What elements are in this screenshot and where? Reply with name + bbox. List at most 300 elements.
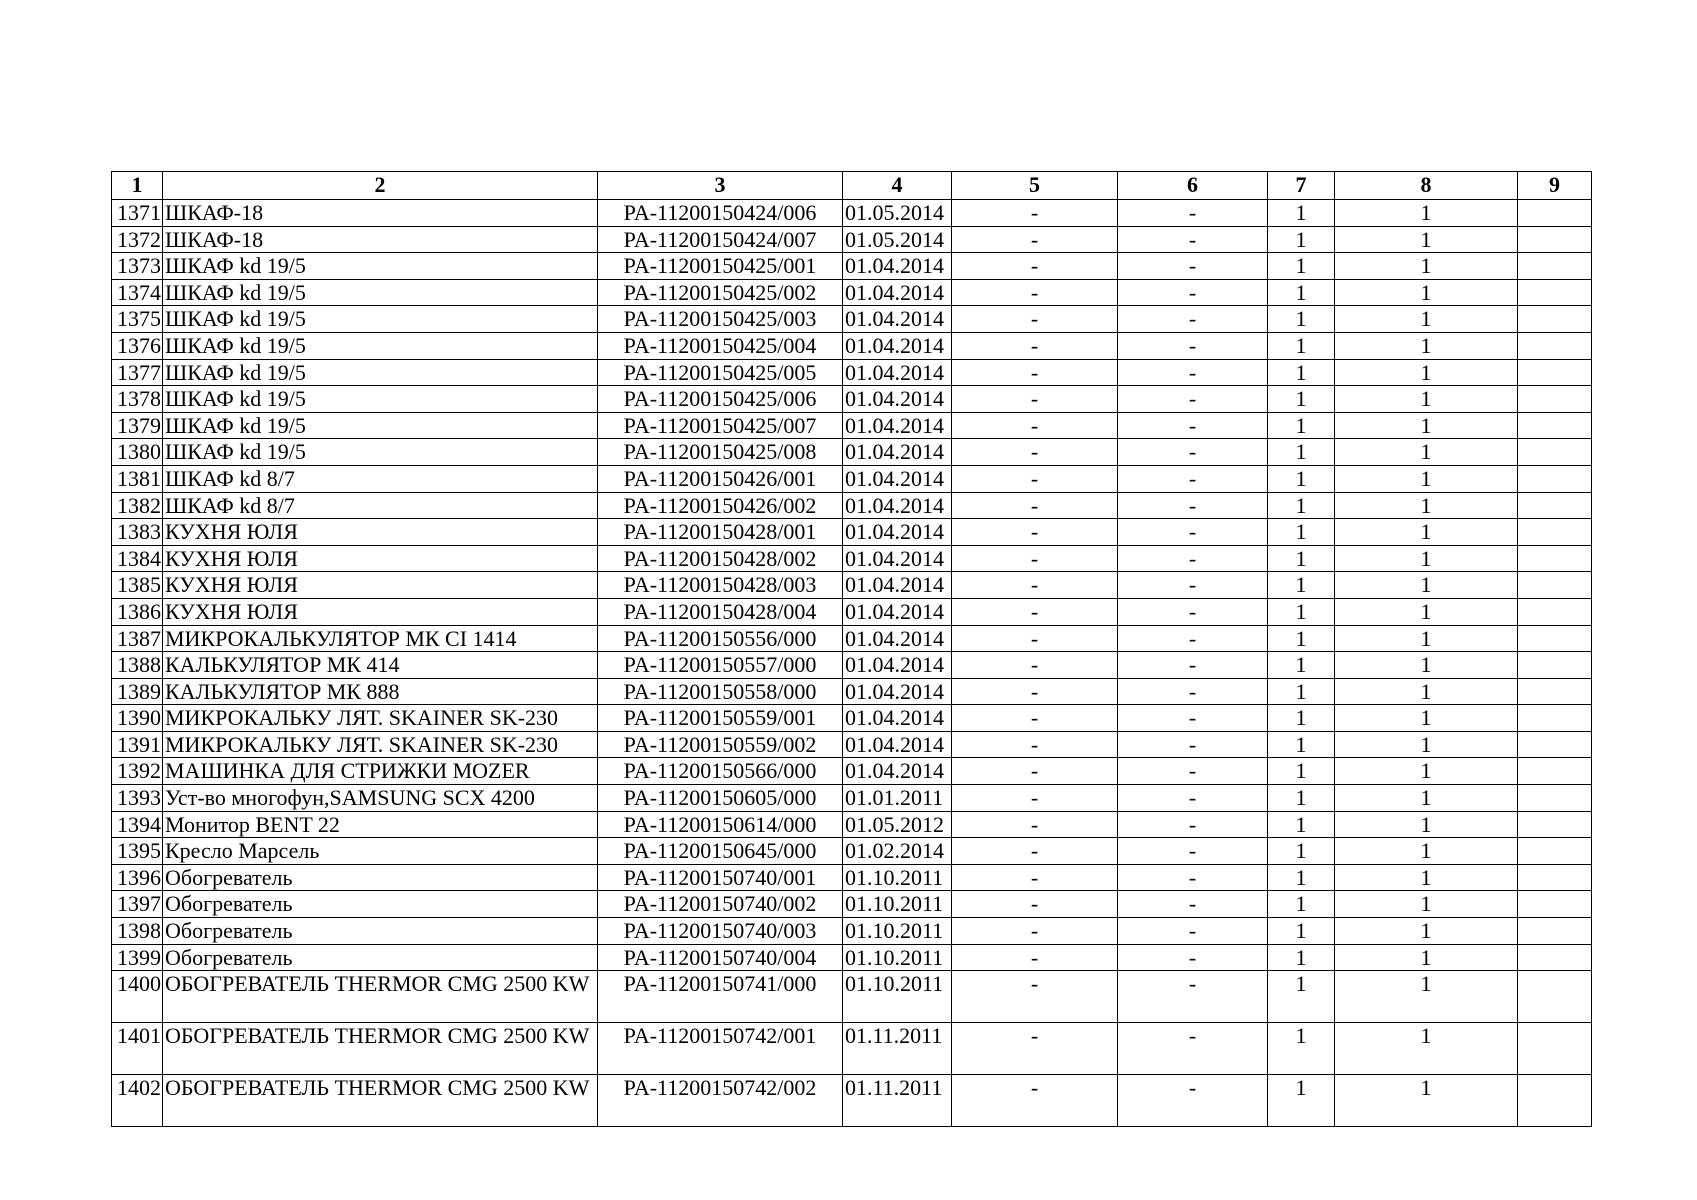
cell-col-8: 1 <box>1335 811 1518 838</box>
cell-col-6: - <box>1118 944 1268 971</box>
cell-inventory-code: PA-11200150559/001 <box>598 705 843 732</box>
cell-date: 01.10.2011 <box>843 864 952 891</box>
cell-date: 01.04.2014 <box>843 492 952 519</box>
cell-col-5: - <box>952 1075 1118 1127</box>
cell-col-7: 1 <box>1268 785 1335 812</box>
cell-date: 01.10.2011 <box>843 891 952 918</box>
cell-date: 01.04.2014 <box>843 705 952 732</box>
table-row <box>112 545 1592 572</box>
cell-item-name: КУХНЯ ЮЛЯ <box>163 598 598 625</box>
cell-col-5: - <box>952 545 1118 572</box>
cell-col-8: 1 <box>1335 1023 1518 1075</box>
table-row <box>112 279 1592 306</box>
cell-col-7: 1 <box>1268 572 1335 599</box>
cell-item-name: ОБОГРЕВАТЕЛЬ THERMOR CMG 2500 KW <box>163 1023 598 1075</box>
cell-col-7: 1 <box>1268 758 1335 785</box>
cell-col-6: - <box>1118 758 1268 785</box>
table-row <box>112 731 1592 758</box>
cell-col-7: 1 <box>1268 864 1335 891</box>
cell-col-5: - <box>952 492 1118 519</box>
cell-inventory-code: PA-11200150425/003 <box>598 306 843 333</box>
table-row <box>112 918 1592 945</box>
cell-inventory-code: PA-11200150425/008 <box>598 439 843 466</box>
cell-row-number: 1390 <box>112 705 163 732</box>
cell-col-7: 1 <box>1268 279 1335 306</box>
cell-row-number: 1381 <box>112 465 163 492</box>
cell-col-6: - <box>1118 652 1268 679</box>
cell-row-number: 1374 <box>112 279 163 306</box>
cell-col-5: - <box>952 944 1118 971</box>
cell-row-number: 1371 <box>112 200 163 227</box>
cell-row-number: 1400 <box>112 971 163 1023</box>
cell-col-8: 1 <box>1335 1075 1518 1127</box>
cell-inventory-code: PA-11200150614/000 <box>598 811 843 838</box>
cell-col-7: 1 <box>1268 412 1335 439</box>
cell-col-6: - <box>1118 386 1268 413</box>
cell-col-5: - <box>952 971 1118 1023</box>
cell-col-5: - <box>952 864 1118 891</box>
cell-inventory-code: PA-11200150425/002 <box>598 279 843 306</box>
cell-date: 01.04.2014 <box>843 386 952 413</box>
cell-col-8: 1 <box>1335 864 1518 891</box>
cell-col-8: 1 <box>1335 439 1518 466</box>
cell-col-5: - <box>952 838 1118 865</box>
cell-row-number: 1397 <box>112 891 163 918</box>
cell-row-number: 1391 <box>112 731 163 758</box>
cell-col-7: 1 <box>1268 200 1335 227</box>
table-row <box>112 758 1592 785</box>
cell-col-8: 1 <box>1335 625 1518 652</box>
cell-col-5: - <box>952 439 1118 466</box>
cell-col-8: 1 <box>1335 386 1518 413</box>
cell-inventory-code: PA-11200150740/003 <box>598 918 843 945</box>
cell-col-9 <box>1518 359 1592 386</box>
cell-col-6: - <box>1118 492 1268 519</box>
cell-date: 01.04.2014 <box>843 332 952 359</box>
table-row <box>112 838 1592 865</box>
cell-col-9 <box>1518 758 1592 785</box>
cell-col-6: - <box>1118 306 1268 333</box>
cell-col-9 <box>1518 226 1592 253</box>
cell-col-8: 1 <box>1335 279 1518 306</box>
cell-inventory-code: PA-11200150742/001 <box>598 1023 843 1075</box>
cell-inventory-code: PA-11200150645/000 <box>598 838 843 865</box>
cell-col-7: 1 <box>1268 598 1335 625</box>
cell-col-8: 1 <box>1335 944 1518 971</box>
cell-date: 01.05.2012 <box>843 811 952 838</box>
table-row <box>112 439 1592 466</box>
cell-date: 01.04.2014 <box>843 731 952 758</box>
cell-col-9 <box>1518 200 1592 227</box>
column-header-6: 6 <box>1118 172 1268 200</box>
column-header-5: 5 <box>952 172 1118 200</box>
cell-col-8: 1 <box>1335 652 1518 679</box>
cell-col-7: 1 <box>1268 678 1335 705</box>
cell-item-name: Обогреватель <box>163 864 598 891</box>
cell-col-6: - <box>1118 359 1268 386</box>
cell-col-6: - <box>1118 200 1268 227</box>
cell-item-name: ШКАФ kd 8/7 <box>163 492 598 519</box>
cell-col-7: 1 <box>1268 253 1335 280</box>
cell-col-8: 1 <box>1335 731 1518 758</box>
cell-col-7: 1 <box>1268 439 1335 466</box>
cell-row-number: 1380 <box>112 439 163 466</box>
cell-date: 01.10.2011 <box>843 918 952 945</box>
cell-item-name: КУХНЯ ЮЛЯ <box>163 519 598 546</box>
table-row <box>112 625 1592 652</box>
cell-date: 01.04.2014 <box>843 678 952 705</box>
cell-col-7: 1 <box>1268 1075 1335 1127</box>
cell-date: 01.05.2014 <box>843 200 952 227</box>
cell-col-7: 1 <box>1268 652 1335 679</box>
cell-date: 01.04.2014 <box>843 758 952 785</box>
cell-col-6: - <box>1118 811 1268 838</box>
cell-col-5: - <box>952 226 1118 253</box>
cell-inventory-code: PA-11200150425/006 <box>598 386 843 413</box>
cell-col-9 <box>1518 1075 1592 1127</box>
cell-col-6: - <box>1118 253 1268 280</box>
cell-row-number: 1388 <box>112 652 163 679</box>
cell-row-number: 1372 <box>112 226 163 253</box>
table-row <box>112 200 1592 227</box>
cell-col-8: 1 <box>1335 306 1518 333</box>
table-row <box>112 1075 1592 1127</box>
cell-col-5: - <box>952 625 1118 652</box>
cell-date: 01.04.2014 <box>843 279 952 306</box>
cell-col-7: 1 <box>1268 492 1335 519</box>
cell-row-number: 1384 <box>112 545 163 572</box>
cell-inventory-code: PA-11200150556/000 <box>598 625 843 652</box>
cell-date: 01.04.2014 <box>843 306 952 333</box>
cell-row-number: 1386 <box>112 598 163 625</box>
cell-date: 01.04.2014 <box>843 412 952 439</box>
cell-col-9 <box>1518 785 1592 812</box>
cell-item-name: ОБОГРЕВАТЕЛЬ THERMOR CMG 2500 KW <box>163 971 598 1023</box>
cell-col-9 <box>1518 598 1592 625</box>
cell-row-number: 1383 <box>112 519 163 546</box>
cell-item-name: Обогреватель <box>163 918 598 945</box>
cell-col-7: 1 <box>1268 226 1335 253</box>
table-row <box>112 412 1592 439</box>
cell-item-name: КАЛЬКУЛЯТОР МК 414 <box>163 652 598 679</box>
cell-date: 01.04.2014 <box>843 439 952 466</box>
cell-item-name: Обогреватель <box>163 891 598 918</box>
cell-item-name: ШКАФ kd 19/5 <box>163 359 598 386</box>
cell-inventory-code: PA-11200150425/001 <box>598 253 843 280</box>
cell-date: 01.05.2014 <box>843 226 952 253</box>
cell-date: 01.10.2011 <box>843 971 952 1023</box>
column-header-9: 9 <box>1518 172 1592 200</box>
cell-date: 01.04.2014 <box>843 625 952 652</box>
cell-col-5: - <box>952 306 1118 333</box>
column-header-7: 7 <box>1268 172 1335 200</box>
cell-col-8: 1 <box>1335 412 1518 439</box>
cell-col-9 <box>1518 386 1592 413</box>
cell-item-name: МИКРОКАЛЬКУ ЛЯТ. SKAINER SK-230 <box>163 731 598 758</box>
cell-col-5: - <box>952 598 1118 625</box>
cell-col-9 <box>1518 465 1592 492</box>
cell-col-9 <box>1518 918 1592 945</box>
cell-col-7: 1 <box>1268 838 1335 865</box>
table-row <box>112 519 1592 546</box>
cell-col-5: - <box>952 731 1118 758</box>
cell-date: 01.04.2014 <box>843 545 952 572</box>
cell-col-9 <box>1518 253 1592 280</box>
cell-inventory-code: PA-11200150425/004 <box>598 332 843 359</box>
cell-col-7: 1 <box>1268 519 1335 546</box>
cell-col-8: 1 <box>1335 492 1518 519</box>
table-row <box>112 359 1592 386</box>
cell-col-9 <box>1518 678 1592 705</box>
cell-col-5: - <box>952 705 1118 732</box>
cell-col-9 <box>1518 279 1592 306</box>
cell-col-5: - <box>952 519 1118 546</box>
cell-row-number: 1389 <box>112 678 163 705</box>
cell-inventory-code: PA-11200150425/007 <box>598 412 843 439</box>
cell-inventory-code: PA-11200150428/001 <box>598 519 843 546</box>
cell-col-8: 1 <box>1335 253 1518 280</box>
table-row <box>112 572 1592 599</box>
cell-row-number: 1399 <box>112 944 163 971</box>
column-header-1: 1 <box>112 172 163 200</box>
cell-row-number: 1382 <box>112 492 163 519</box>
cell-col-8: 1 <box>1335 465 1518 492</box>
cell-col-9 <box>1518 625 1592 652</box>
cell-col-7: 1 <box>1268 625 1335 652</box>
cell-col-9 <box>1518 971 1592 1023</box>
table-row <box>112 944 1592 971</box>
cell-col-6: - <box>1118 519 1268 546</box>
cell-col-9 <box>1518 705 1592 732</box>
cell-col-5: - <box>952 332 1118 359</box>
cell-col-8: 1 <box>1335 705 1518 732</box>
cell-col-8: 1 <box>1335 598 1518 625</box>
cell-col-8: 1 <box>1335 971 1518 1023</box>
cell-col-6: - <box>1118 918 1268 945</box>
table-row <box>112 332 1592 359</box>
cell-date: 01.01.2011 <box>843 785 952 812</box>
cell-date: 01.04.2014 <box>843 465 952 492</box>
cell-col-8: 1 <box>1335 572 1518 599</box>
cell-row-number: 1378 <box>112 386 163 413</box>
cell-item-name: МАШИНКА ДЛЯ СТРИЖКИ MOZER <box>163 758 598 785</box>
cell-col-9 <box>1518 838 1592 865</box>
column-header-8: 8 <box>1335 172 1518 200</box>
cell-col-8: 1 <box>1335 838 1518 865</box>
table-row <box>112 253 1592 280</box>
cell-col-6: - <box>1118 678 1268 705</box>
cell-date: 01.02.2014 <box>843 838 952 865</box>
cell-item-name: ШКАФ kd 8/7 <box>163 465 598 492</box>
cell-row-number: 1398 <box>112 918 163 945</box>
cell-col-6: - <box>1118 598 1268 625</box>
cell-row-number: 1387 <box>112 625 163 652</box>
table-row <box>112 306 1592 333</box>
cell-col-9 <box>1518 652 1592 679</box>
cell-row-number: 1396 <box>112 864 163 891</box>
cell-col-6: - <box>1118 545 1268 572</box>
cell-col-7: 1 <box>1268 918 1335 945</box>
cell-item-name: ШКАФ-18 <box>163 226 598 253</box>
cell-col-9 <box>1518 412 1592 439</box>
cell-row-number: 1393 <box>112 785 163 812</box>
table-row <box>112 598 1592 625</box>
cell-col-9 <box>1518 891 1592 918</box>
cell-col-5: - <box>952 200 1118 227</box>
cell-date: 01.04.2014 <box>843 572 952 599</box>
table-row <box>112 864 1592 891</box>
cell-col-7: 1 <box>1268 332 1335 359</box>
cell-col-9 <box>1518 864 1592 891</box>
cell-row-number: 1392 <box>112 758 163 785</box>
cell-col-8: 1 <box>1335 785 1518 812</box>
table-row <box>112 678 1592 705</box>
cell-col-8: 1 <box>1335 519 1518 546</box>
cell-inventory-code: PA-11200150428/002 <box>598 545 843 572</box>
cell-col-6: - <box>1118 572 1268 599</box>
cell-col-6: - <box>1118 705 1268 732</box>
cell-item-name: КУХНЯ ЮЛЯ <box>163 545 598 572</box>
cell-row-number: 1377 <box>112 359 163 386</box>
cell-col-7: 1 <box>1268 944 1335 971</box>
cell-col-6: - <box>1118 731 1268 758</box>
cell-col-5: - <box>952 279 1118 306</box>
cell-item-name: ШКАФ kd 19/5 <box>163 306 598 333</box>
cell-row-number: 1395 <box>112 838 163 865</box>
cell-col-9 <box>1518 439 1592 466</box>
cell-inventory-code: PA-11200150740/002 <box>598 891 843 918</box>
cell-col-9 <box>1518 811 1592 838</box>
header-row <box>112 172 1592 200</box>
cell-col-5: - <box>952 412 1118 439</box>
cell-date: 01.04.2014 <box>843 598 952 625</box>
cell-col-9 <box>1518 944 1592 971</box>
column-header-4: 4 <box>843 172 952 200</box>
cell-col-9 <box>1518 1023 1592 1075</box>
cell-row-number: 1385 <box>112 572 163 599</box>
cell-item-name: ШКАФ kd 19/5 <box>163 279 598 306</box>
cell-date: 01.04.2014 <box>843 652 952 679</box>
cell-item-name: ШКАФ kd 19/5 <box>163 386 598 413</box>
cell-col-6: - <box>1118 864 1268 891</box>
cell-col-6: - <box>1118 465 1268 492</box>
cell-item-name: Уст-во многофун,SAMSUNG SCX 4200 <box>163 785 598 812</box>
column-header-2: 2 <box>163 172 598 200</box>
cell-row-number: 1373 <box>112 253 163 280</box>
cell-row-number: 1379 <box>112 412 163 439</box>
cell-row-number: 1402 <box>112 1075 163 1127</box>
cell-col-5: - <box>952 572 1118 599</box>
cell-col-7: 1 <box>1268 705 1335 732</box>
cell-date: 01.11.2011 <box>843 1075 952 1127</box>
cell-col-7: 1 <box>1268 811 1335 838</box>
cell-inventory-code: PA-11200150740/001 <box>598 864 843 891</box>
cell-col-9 <box>1518 731 1592 758</box>
cell-col-6: - <box>1118 891 1268 918</box>
cell-date: 01.04.2014 <box>843 519 952 546</box>
table-row <box>112 652 1592 679</box>
table-row <box>112 386 1592 413</box>
cell-col-7: 1 <box>1268 731 1335 758</box>
column-header-3: 3 <box>598 172 843 200</box>
cell-col-5: - <box>952 918 1118 945</box>
cell-col-9 <box>1518 519 1592 546</box>
cell-item-name: Монитор BENT 22 <box>163 811 598 838</box>
cell-col-7: 1 <box>1268 545 1335 572</box>
cell-row-number: 1376 <box>112 332 163 359</box>
table-row <box>112 971 1592 1023</box>
cell-item-name: МИКРОКАЛЬКУЛЯТОР МК CI 1414 <box>163 625 598 652</box>
cell-inventory-code: PA-11200150428/003 <box>598 572 843 599</box>
cell-col-8: 1 <box>1335 359 1518 386</box>
table-row <box>112 891 1592 918</box>
table-body <box>112 200 1592 1127</box>
cell-col-6: - <box>1118 971 1268 1023</box>
cell-col-5: - <box>952 758 1118 785</box>
table-row <box>112 465 1592 492</box>
cell-col-7: 1 <box>1268 386 1335 413</box>
cell-col-6: - <box>1118 1023 1268 1075</box>
cell-row-number: 1394 <box>112 811 163 838</box>
table-row <box>112 1023 1592 1075</box>
cell-col-6: - <box>1118 412 1268 439</box>
cell-item-name: Обогреватель <box>163 944 598 971</box>
cell-col-6: - <box>1118 226 1268 253</box>
cell-item-name: ШКАФ kd 19/5 <box>163 412 598 439</box>
cell-col-8: 1 <box>1335 200 1518 227</box>
cell-col-7: 1 <box>1268 359 1335 386</box>
cell-item-name: Кресло Марсель <box>163 838 598 865</box>
cell-col-9 <box>1518 306 1592 333</box>
cell-inventory-code: PA-11200150424/007 <box>598 226 843 253</box>
cell-item-name: КАЛЬКУЛЯТОР МК 888 <box>163 678 598 705</box>
cell-item-name: ШКАФ kd 19/5 <box>163 253 598 280</box>
cell-col-8: 1 <box>1335 226 1518 253</box>
table-row <box>112 492 1592 519</box>
cell-date: 01.04.2014 <box>843 359 952 386</box>
cell-col-7: 1 <box>1268 971 1335 1023</box>
cell-col-6: - <box>1118 1075 1268 1127</box>
cell-date: 01.11.2011 <box>843 1023 952 1075</box>
cell-col-9 <box>1518 545 1592 572</box>
cell-col-9 <box>1518 492 1592 519</box>
cell-inventory-code: PA-11200150559/002 <box>598 731 843 758</box>
cell-inventory-code: PA-11200150425/005 <box>598 359 843 386</box>
cell-col-5: - <box>952 386 1118 413</box>
cell-col-5: - <box>952 811 1118 838</box>
cell-col-8: 1 <box>1335 891 1518 918</box>
cell-col-6: - <box>1118 785 1268 812</box>
cell-inventory-code: PA-11200150557/000 <box>598 652 843 679</box>
cell-col-6: - <box>1118 838 1268 865</box>
table-row <box>112 811 1592 838</box>
cell-col-7: 1 <box>1268 1023 1335 1075</box>
cell-inventory-code: PA-11200150566/000 <box>598 758 843 785</box>
cell-col-5: - <box>952 891 1118 918</box>
cell-date: 01.04.2014 <box>843 253 952 280</box>
cell-col-7: 1 <box>1268 891 1335 918</box>
cell-col-6: - <box>1118 279 1268 306</box>
table-row <box>112 785 1592 812</box>
cell-item-name: КУХНЯ ЮЛЯ <box>163 572 598 599</box>
cell-inventory-code: PA-11200150424/006 <box>598 200 843 227</box>
cell-row-number: 1375 <box>112 306 163 333</box>
cell-col-5: - <box>952 253 1118 280</box>
cell-item-name: МИКРОКАЛЬКУ ЛЯТ. SKAINER SK-230 <box>163 705 598 732</box>
cell-col-5: - <box>952 652 1118 679</box>
inventory-table <box>111 171 1592 1127</box>
cell-item-name: ШКАФ-18 <box>163 200 598 227</box>
